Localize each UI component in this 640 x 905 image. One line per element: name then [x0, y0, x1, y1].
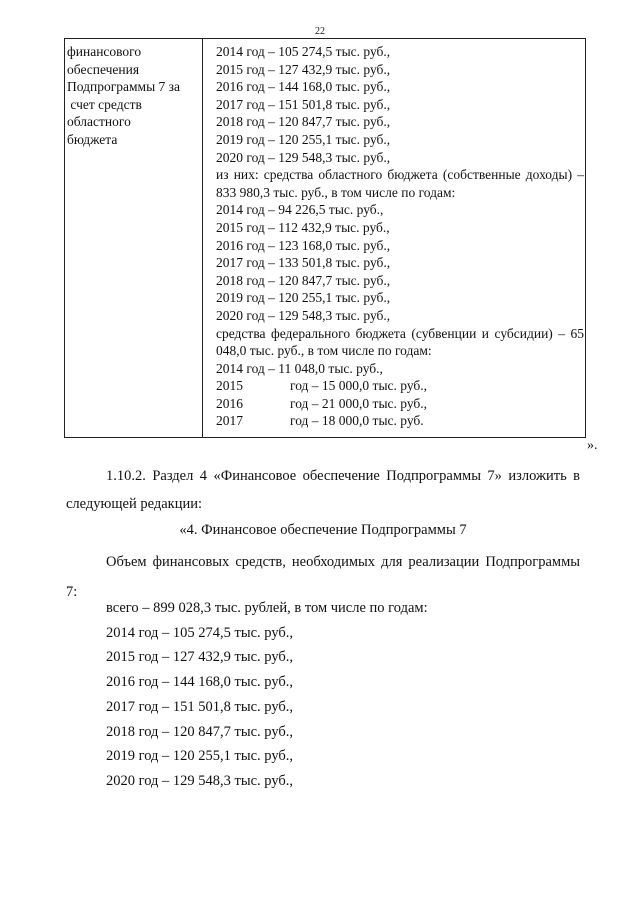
totals-line: 2014 год – 105 274,5 тыс. руб.,: [106, 624, 294, 641]
totals-line: 2018 год – 120 847,7 тыс. руб.,: [106, 723, 294, 740]
own-funds-year-line: 2017 год – 133 501,8 тыс. руб.,: [216, 255, 391, 271]
table-left-column: [67, 43, 199, 149]
left-cell-line: областного: [67, 114, 131, 130]
funding-table: [64, 38, 586, 438]
own-funds-year-line: 2019 год – 120 255,1 тыс. руб.,: [216, 290, 391, 306]
regional-year-line: 2015 год – 127 432,9 тыс. руб.,: [216, 61, 391, 77]
left-cell-line: финансового: [67, 44, 142, 59]
table-right-column: [216, 43, 584, 430]
federal-amount: год – 15 000,0 тыс. руб.,: [290, 378, 428, 394]
regional-year-line: 2014 год – 105 274,5 тыс. руб.,: [216, 44, 391, 59]
totals-line: 2020 год – 129 548,3 тыс. руб.,: [106, 772, 294, 789]
federal-year-line: 2014 год – 11 048,0 тыс. руб.,: [216, 360, 383, 376]
regional-year-line: 2018 год – 120 847,7 тыс. руб.,: [216, 114, 391, 130]
federal-amount: год – 21 000,0 тыс. руб.,: [290, 395, 428, 411]
federal-year: 2016: [216, 395, 243, 411]
own-funds-year-line: 2014 год – 94 226,5 тыс. руб.,: [216, 202, 384, 218]
left-cell-line: бюджета: [67, 131, 118, 147]
page-number: 22: [315, 26, 325, 37]
federal-year-row: [216, 377, 584, 395]
own-funds-year-line: 2016 год – 123 168,0 тыс. руб.,: [216, 237, 391, 253]
funding-paragraph: Объем финансовых средств, необходимых для реализации Подпрограммы 7:: [66, 554, 580, 600]
federal-year: 2015: [216, 378, 243, 394]
own-funds-year-line: 2020 год – 129 548,3 тыс. руб.,: [216, 307, 391, 323]
totals-line: 2019 год – 120 255,1 тыс. руб.,: [106, 748, 294, 765]
regional-year-line: 2019 год – 120 255,1 тыс. руб.,: [216, 131, 391, 147]
totals-line: 2017 год – 151 501,8 тыс. руб.,: [106, 698, 294, 715]
federal-intro: средства федерального бюджета (субвенции и субсидии) – 65 048,0 тыс. руб., в том числе по годам:: [216, 325, 584, 359]
closing-quote: ».: [587, 438, 598, 453]
left-cell-line: Подпрограммы 7 за: [67, 79, 180, 95]
totals-line: 2016 год – 144 168,0 тыс. руб.,: [106, 674, 294, 691]
left-cell-line: обеспечения: [67, 61, 140, 77]
table-column-divider: [202, 39, 203, 437]
section-heading: «4. Финансовое обеспечение Подпрограммы 7: [179, 522, 467, 538]
own-funds-intro: из них: средства областного бюджета (собственные доходы) – 833 980,3 тыс. руб., в том числе по годам:: [216, 167, 584, 200]
regional-year-line: 2017 год – 151 501,8 тыс. руб.,: [216, 96, 391, 112]
totals-line: всего – 899 028,3 тыс. рублей, в том числе по годам:: [106, 600, 428, 616]
regional-year-line: 2020 год – 129 548,3 тыс. руб.,: [216, 149, 391, 165]
left-cell-line: счет средств: [67, 96, 142, 112]
federal-amount: год – 18 000,0 тыс. руб.: [290, 413, 424, 429]
federal-year-row: [216, 412, 584, 430]
own-funds-year-line: 2015 год – 112 432,9 тыс. руб.,: [216, 219, 390, 235]
own-funds-year-line: 2018 год – 120 847,7 тыс. руб.,: [216, 272, 391, 288]
amendment-paragraph: 1.10.2. Раздел 4 «Финансовое обеспечение Подпрограммы 7» изложить в следующей редакции:: [66, 468, 580, 512]
regional-year-line: 2016 год – 144 168,0 тыс. руб.,: [216, 79, 391, 95]
federal-year-row: [216, 395, 584, 413]
totals-list: [106, 596, 428, 794]
totals-line: 2015 год – 127 432,9 тыс. руб.,: [106, 649, 294, 666]
federal-year: 2017: [216, 413, 243, 429]
